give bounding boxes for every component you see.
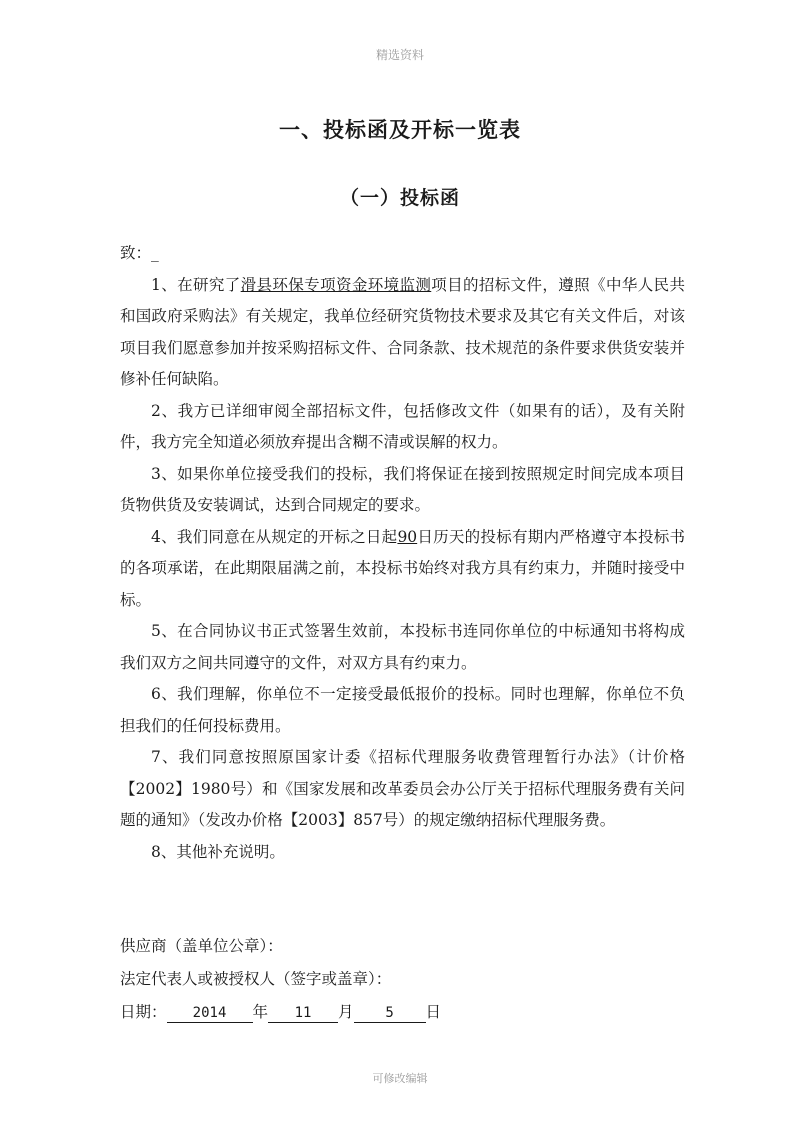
year-unit: 年 <box>252 1003 269 1021</box>
paragraph-4-after: 日历天的投标有期内严格遵守本投标书的各项承诺，在此期限届满之前，本投标书始终对我方具有约束力，并随时接受中标。 <box>120 527 685 609</box>
representative-label: 法定代表人或被授权人（签字或盖章）： <box>120 970 392 988</box>
header-watermark: 精选资料 <box>375 48 424 62</box>
paragraph-6: 6、我们理解，你单位不一定接受最低报价的投标。同时也理解，你单位不负担我们的任何投标费用。 <box>120 685 685 735</box>
paragraph-7: 7、我们同意按照原国家计委《招标代理服务收费管理暂行办法》（计价格【2002】1980号）和《国家发展和改革委员会办公厅关于招标代理服务费有关问题的通知》（发改办价格【2003】857号）的规定缴纳招标代理服务费。 <box>120 748 685 829</box>
date-day-field: 5 <box>354 1004 426 1023</box>
letter-body <box>120 238 685 868</box>
paragraph-3: 3、如果你单位接受我们的投标，我们将保证在接到按照规定时间完成本项目货物供货及安装调试，达到合同规定的要求。 <box>120 464 685 514</box>
paragraph-2: 2、我方已详细审阅全部招标文件，包括修改文件（如果有的话），及有关附件，我方完全知道必须放弃提出含糊不清或误解的权力。 <box>120 401 685 451</box>
date-line <box>120 996 680 1029</box>
document-title: 一、投标函及开标一览表 <box>279 117 521 142</box>
date-year-field: 2014 <box>167 1004 253 1023</box>
paragraph-4-before: 4、我们同意在从规定的开标之日起 <box>151 527 398 546</box>
supplier-label: 供应商（盖单位公章）： <box>120 937 283 955</box>
validity-days: 90 <box>397 527 418 546</box>
paragraph-1 <box>120 270 685 396</box>
document-subtitle: （一）投标函 <box>339 187 460 209</box>
signature-block <box>120 930 680 1029</box>
project-name: 滑县环保专项资金环境监测 <box>240 275 432 294</box>
paragraph-5: 5、在合同协议书正式签署生效前，本投标书连同你单位的中标通知书将构成我们双方之间共同遵守的文件，对双方具有约束力。 <box>120 622 685 672</box>
paragraph-8: 8、其他补充说明。 <box>151 842 285 861</box>
paragraph-1-before: 1、在研究了 <box>151 275 241 294</box>
month-unit: 月 <box>338 1003 354 1021</box>
date-month-field: 11 <box>268 1004 338 1023</box>
salutation: 致：_ <box>120 244 159 262</box>
paragraph-4 <box>120 522 685 617</box>
paragraph-1-after: 项目的招标文件，遵照《中华人民共和国政府采购法》有关规定，我单位经研究货物技术要求及其它有关文件后，对该项目我们愿意参加并按采购招标文件、合同条款、技术规范的条件要求供货安装并修补任何缺陷。 <box>120 275 685 388</box>
footer-watermark: 可修改编辑 <box>372 1072 428 1085</box>
date-label: 日期： <box>120 1003 167 1021</box>
day-unit: 日 <box>425 1003 442 1021</box>
